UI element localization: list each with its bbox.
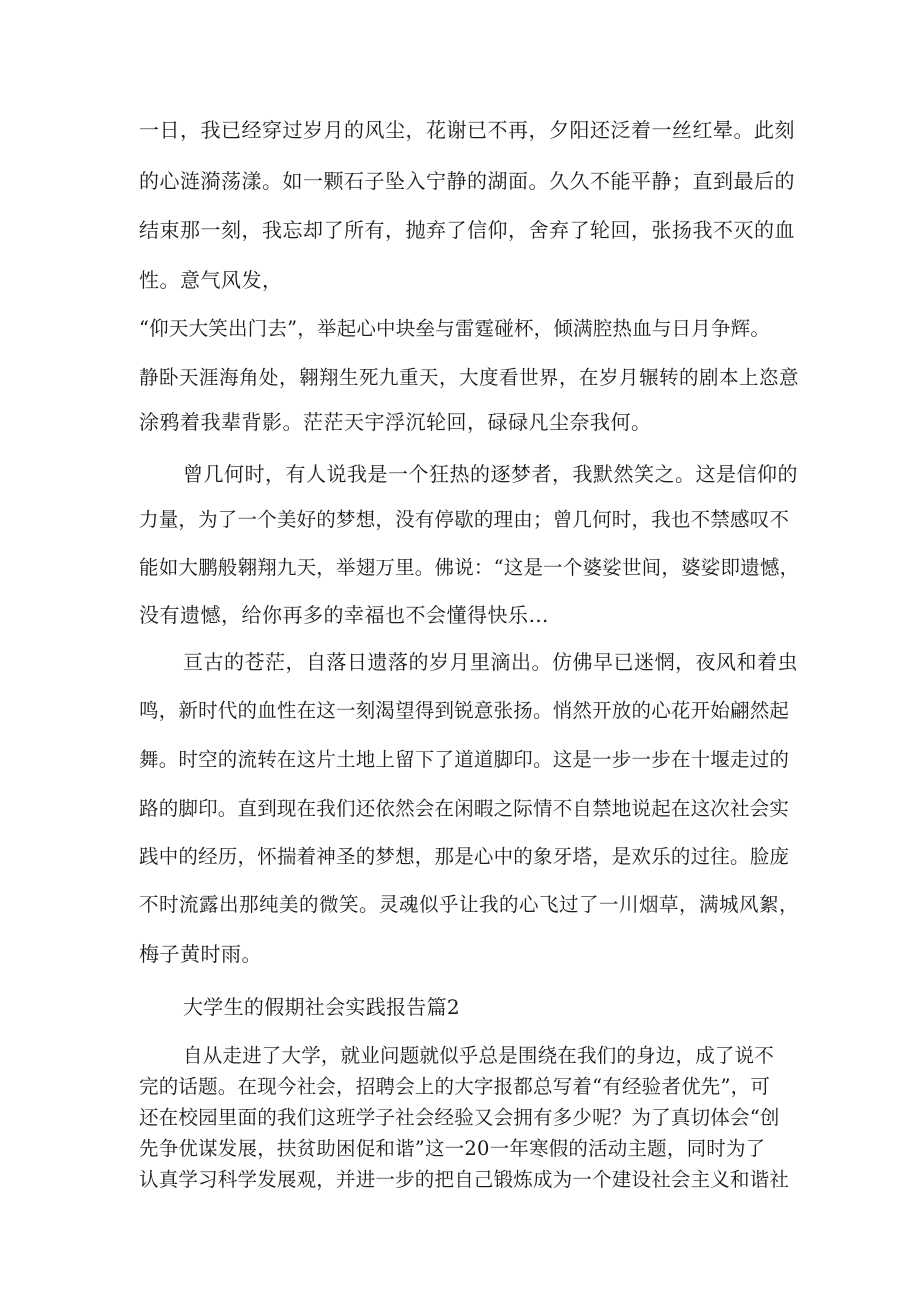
paragraph-line: 舞。时空的流转在这片土地上留下了道道脚印。这是一步一步在十堰走过的	[139, 748, 790, 771]
paragraph-line: 力量，为了一个美好的梦想，没有停歇的理由；曾几何时，我也不禁感叹不	[139, 508, 790, 531]
paragraph-line: 涂鸦着我辈背影。茫茫天宇浮沉轮回，碌碌凡尘奈我何。	[139, 410, 652, 434]
paragraph-line: 没有遗憾，给你再多的幸福也不会懂得快乐…	[139, 603, 549, 627]
paragraph-line: 践中的经历，怀揣着神圣的梦想，那是心中的象牙塔，是欢乐的过往。脸庞	[139, 845, 790, 868]
paragraph-line: 不时流露出那纯美的微笑。灵魂似乎让我的心飞过了一川烟草，满城风絮，	[139, 893, 800, 916]
paragraph-line: 梅子黄时雨。	[139, 942, 262, 966]
paragraph-line: 完的话题。在现今社会，招聘会上的大字报都总写着“有经验者优先”，可	[139, 1075, 771, 1098]
section-heading: 大学生的假期社会实践报告篇2	[183, 995, 460, 1019]
paragraph-line: 能如大鹏般翱翔九天，举翅万里。佛说：“这是一个婆娑世间，婆娑即遗憾，	[139, 556, 800, 579]
paragraph-line: 鸣，新时代的血性在这一刻渴望得到锐意张扬。悄然开放的心花开始翩然起	[139, 699, 790, 722]
paragraph-line: “仰天大笑出门去”，举起心中块垒与雷霆碰杯，倾满腔热血与日月争辉。	[139, 317, 771, 340]
paragraph-line: 结束那一刻，我忘却了所有，抛弃了信仰，舍弃了轮回，张扬我不灭的血	[139, 218, 795, 242]
paragraph-line: 性。意气风发，	[139, 268, 283, 292]
paragraph-line: 的心涟漪荡漾。如一颗石子坠入宁静的湖面。久久不能平静；直到最后的	[139, 169, 795, 193]
paragraph-line: 曾几何时，有人说我是一个狂热的逐梦者，我默然笑之。这是信仰的	[183, 462, 798, 486]
paragraph-line: 亘古的苍茫，自落日遗落的岁月里滴出。仿佛早已迷惘，夜风和着虫	[183, 650, 798, 674]
paragraph-line: 静卧天涯海角处，翱翔生死九重天，大度看世界，在岁月辗转的剧本上恣意	[139, 366, 800, 389]
paragraph-line: 自从走进了大学，就业问题就似乎总是围绕在我们的身边，成了说不	[183, 1044, 775, 1067]
paragraph-line: 一日，我已经穿过岁月的风尘，花谢已不再，夕阳还泛着一丝红晕。此刻	[139, 118, 795, 142]
paragraph-line: 路的脚印。直到现在我们还依然会在闲暇之际情不自禁地说起在这次社会实	[139, 797, 790, 820]
paragraph-line: 认真学习科学发展观，并进一步的把自己锻炼成为一个建设社会主义和谐社	[139, 1168, 790, 1191]
paragraph-line: 先争优谋发展，扶贫助困促和谐”这一20一年寒假的活动主题，同时为了	[139, 1137, 766, 1160]
paragraph-line: 还在校园里面的我们这班学子社会经验又会拥有多少呢？为了真切体会“创	[139, 1106, 780, 1129]
